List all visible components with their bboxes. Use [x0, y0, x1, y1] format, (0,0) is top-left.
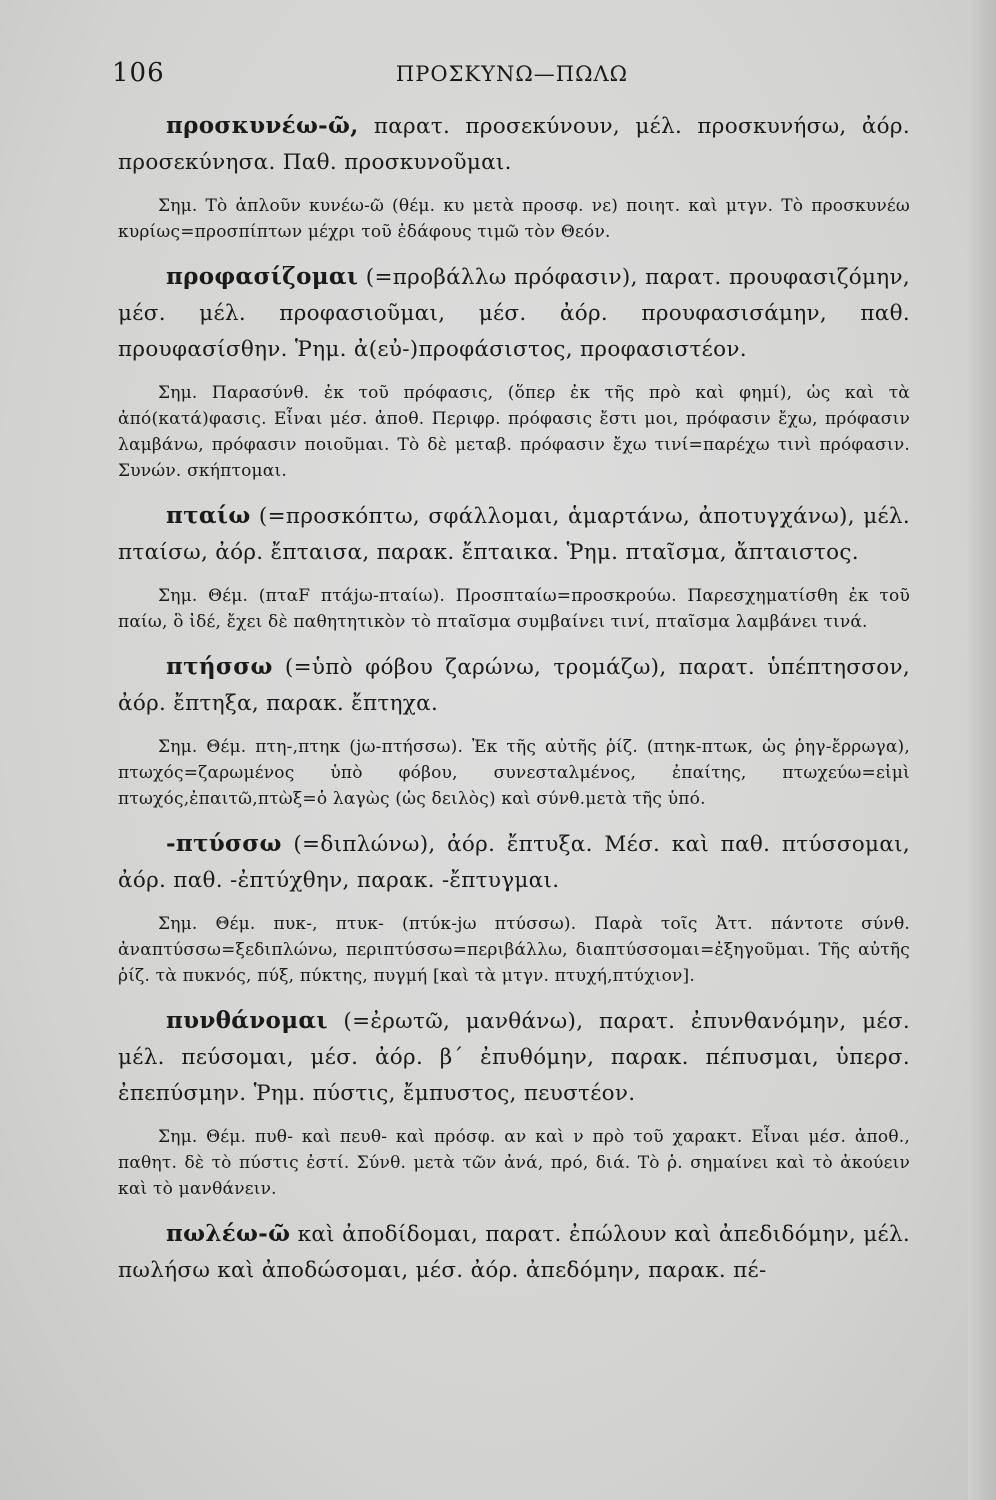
entry-note: Σημ. Τὸ ἁπλοῦν κυνέω-ῶ (θέμ. κυ μετὰ προσφ. νε) ποιητ. καὶ μτγν. Τὸ προσκυνέω κυρίως=προσπίπτων μέχρι τοῦ ἐδάφους τιμῶ τὸν Θεόν.: [118, 196, 910, 242]
headword: πταίω: [166, 502, 251, 529]
entry-text: παρατ. προσεκύνουν, μέλ. προσκυνήσω, ἀόρ. προσεκύνησα. Παθ. προσκυνοῦμαι.: [118, 114, 910, 175]
entry-text: (=διπλώνω), ἀόρ. ἔπτυξα. Μέσ. καὶ παθ. πτύσσομαι, ἀόρ. παθ. -ἐπτύχθην, παρακ. -ἔπτυγμαι.: [118, 832, 911, 893]
page-number: 106: [112, 58, 165, 88]
headword: -πτύσσω: [166, 830, 282, 857]
entry-text: (=ἐρωτῶ, μανθάνω), παρατ. ἐπυνθανόμην, μέσ. μέλ. πεύσομαι, μέσ. ἀόρ. β΄ ἐπυθόμην, παρακ. πέπυσμαι, ὑπερσ. ἐπεπύσμην. Ῥημ. πύστις, ἔμπυστος, πευστέον.: [118, 1009, 910, 1106]
dictionary-content: [118, 108, 910, 1289]
entry-text: (=ὑπὸ φόβου ζαρώνω, τρομάζω), παρατ. ὑπέπτησσον, ἀόρ. ἔπτηξα, παρακ. ἔπτηχα.: [118, 655, 910, 716]
entry-note: Σημ. Θέμ. πυκ-, πτυκ- (πτύκ-jω πτύσσω). Παρὰ τοῖς Ἀττ. πάντοτε σύνθ. ἀναπτύσσω=ξεδιπλώνω, περιπτύσσω=περιβάλλω, διαπτύσσομαι=ἐξηγοῦμαι. Τῆς αὐτῆς ῥίζ. τὰ πυκνός, πύξ, πύκτης, πυγμή [καὶ τὰ μτγν. πτυχή,πτύχιον].: [118, 914, 910, 986]
headword: προσκυνέω-ῶ,: [166, 112, 359, 139]
entry-text: καὶ ἀποδίδομαι, παρατ. ἐπώλουν καὶ ἀπεδιδόμην, μέλ. πωλήσω καὶ ἀποδώσομαι, μέσ. ἀόρ. ἀπεδόμην, παρακ. πέ-: [118, 1222, 911, 1283]
headword: πωλέω-ῶ: [166, 1220, 291, 1247]
headword: πυνθάνομαι: [166, 1007, 328, 1034]
entry-note: Σημ. Θέμ. πυθ- καὶ πευθ- καὶ πρόσφ. αν καὶ ν πρὸ τοῦ χαρακτ. Εἶναι μέσ. ἀποθ., παθητ. δὲ τὸ πύστις ἐστί. Σύνθ. μετὰ τῶν ἀνά, πρό, διά. Τὸ ῥ. σημαίνει καὶ τὸ ἀκούειν καὶ τὸ μανθάνειν.: [118, 1127, 910, 1199]
headword: προφασίζομαι: [166, 263, 359, 290]
entry-prophasizomai: [118, 259, 910, 368]
entry-ptysso: [118, 826, 910, 899]
entry-note: Σημ. Θέμ. πτη-,πτηκ (jω-πτήσσω). Ἐκ τῆς αὐτῆς ῥίζ. (πτηκ-πτωκ, ὡς ῥηγ-ἔρρωγα), πτωχός=ζαρωμένος ὑπὸ φόβου, συνεσταλμένος, ἐπαίτης, πτωχεύω=εἰμὶ πτωχός,ἐπαιτῶ,πτὼξ=ὁ λαγὼς (ὡς δειλὸς) καὶ σύνθ.μετὰ τῆς ὑπό.: [118, 737, 910, 809]
entry-text: (=προβάλλω πρόφασιν), παρατ. προυφασιζόμην, μέσ. μέλ. προφασιοῦμαι, μέσ. ἀόρ. προυφασισάμην, παθ. προυφασίσθην. Ῥημ. ἀ(εὐ-)προφάσιστος, προφασιστέον.: [118, 265, 910, 362]
entry-note: Σημ. Παρασύνθ. ἐκ τοῦ πρόφασις, (ὅπερ ἐκ τῆς πρὸ καὶ φημί), ὡς καὶ τὰ ἀπό(κατά)φασις. Εἶναι μέσ. ἀποθ. Περιφρ. πρόφασις ἔστι μοι, πρόφασιν ἔχω, πρόφασιν λαμβάνω, πρόφασιν ποιοῦμαι. Τὸ δὲ μεταβ. πρόφασιν ἔχω τινί=παρέχω τινὶ πρόφασιν. Συνών. σκήπτομαι.: [118, 383, 910, 481]
entry-ptesso: [118, 649, 910, 722]
entry-poleo: [118, 1216, 910, 1289]
page-header: [112, 58, 912, 94]
running-title: ΠΡΟΣΚΥΝΩ—ΠΩΛΩ: [395, 62, 629, 86]
entry-note: Σημ. Θέμ. (πταF πτάjω-πταίω). Προσπταίω=προσκρούω. Παρεσχηματίσθη ἐκ τοῦ παίω, ὃ ἰδέ, ἔχει δὲ παθητητικὸν τὸ πταῖσμα συμβαίνει τινί, πταῖσμα λαμβάνει τινά.: [118, 586, 910, 632]
entry-text: (=προσκόπτω, σφάλλομαι, ἁμαρτάνω, ἀποτυγχάνω), μέλ. πταίσω, ἀόρ. ἔπταισα, παρακ. ἔπταικα. Ῥημ. πταῖσμα, ἄπταιστος.: [118, 504, 910, 565]
headword: πτήσσω: [166, 653, 273, 680]
entry-proskyneo: [118, 108, 910, 181]
entry-ptaio: [118, 498, 910, 571]
page-edge: [968, 0, 996, 1500]
entry-pynthanomai: [118, 1003, 910, 1112]
